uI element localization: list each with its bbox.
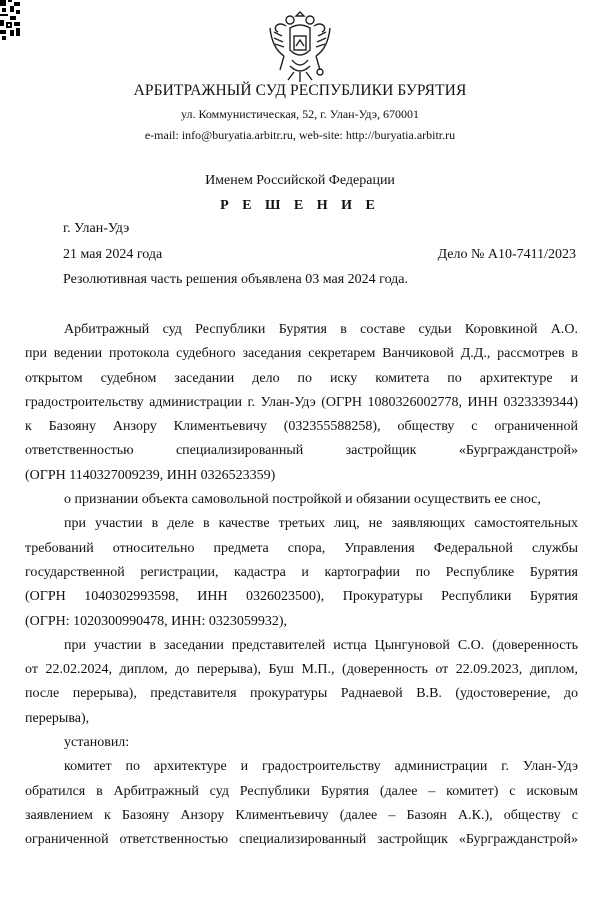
body-line: установил:	[64, 735, 130, 751]
body-line: заявлением к Базояну Анзору Климентьевичу (далее – Базоян А.К.), обществу с	[25, 807, 578, 823]
body-line: (ОГРН 1140327009239, ИНН 0326523359)	[25, 467, 276, 483]
document-title: Р Е Ш Е Н И Е	[220, 198, 380, 213]
coat-of-arms-emblem	[266, 6, 334, 86]
body-line: комитет по архитектуре и градостроительству администрации г. Улан-Удэ	[64, 759, 578, 775]
qr-code-icon	[0, 0, 20, 40]
body-line: после перерыва), представителя прокуратуры Раднаевой В.В. (удостоверение, до	[25, 686, 578, 702]
decision-date: 21 мая 2024 года	[63, 247, 163, 262]
court-address: ул. Коммунистическая, 52, г. Улан-Удэ, 670001	[181, 107, 419, 121]
operative-part-note: Резолютивная часть решения объявлена 03 мая 2024 года.	[63, 272, 409, 287]
in-name-heading: Именем Российской Федерации	[205, 173, 395, 188]
body-line: Арбитражный суд Республики Бурятия в составе судьи Коровкиной А.О.	[64, 322, 578, 337]
body-line: перерыва),	[25, 710, 90, 726]
body-line: открытом судебном заседании дело по иску комитета по архитектуре и	[25, 370, 578, 386]
body-line: от 22.02.2024, диплом, до перерыва), Буш М.П., (доверенность от 22.09.2023, диплом,	[25, 662, 578, 678]
body-line: при участии в заседании представителей истца Цынгуновой С.О. (доверенность	[64, 637, 578, 653]
body-line: (ОГРН 1040302993598, ИНН 0326023500), Прокуратуры Республики Бурятия	[25, 589, 578, 605]
court-name: АРБИТРАЖНЫЙ СУД РЕСПУБЛИКИ БУРЯТИЯ	[133, 82, 467, 99]
body-line: градостроительству администрации г. Улан-Удэ (ОГРН 1080326002778, ИНН 0323339344)	[25, 394, 578, 410]
body-line: о признании объекта самовольной постройкой и обязании осуществить ее снос,	[64, 492, 541, 508]
court-contacts: e-mail: info@buryatia.arbitr.ru, web-site: http://buryatia.arbitr.ru	[144, 128, 456, 142]
body-line: (ОГРН: 1020300990478, ИНН: 0323059932),	[25, 613, 288, 629]
city: г. Улан-Удэ	[63, 221, 130, 236]
body-line: при ведении протокола судебного заседания секретарем Ванчиковой Д.Д., рассмотрев в	[25, 346, 578, 362]
case-number: Дело № А10-7411/2023	[437, 247, 576, 262]
body-line: требований относительно предмета спора, Управления Федеральной службы	[25, 540, 578, 556]
body-line: ограниченной ответственностью специализированный застройщик «Бургражданстрой»	[25, 832, 578, 848]
body-line: обратился в Арбитражный суд Республики Бурятия (далее – комитет) с исковым	[25, 783, 578, 799]
body-line: к Базояну Анзору Климентьевичу (032355588258), обществу с ограниченной	[25, 419, 578, 435]
body-line: при участии в деле в качестве третьих лиц, не заявляющих самостоятельных	[64, 516, 578, 532]
decision-body	[25, 318, 578, 853]
body-line: ответственностью специализированный застройщик «Бургражданстрой»	[25, 443, 578, 459]
body-line: государственной регистрации, кадастра и картографии по Республике Бурятия	[25, 564, 578, 580]
